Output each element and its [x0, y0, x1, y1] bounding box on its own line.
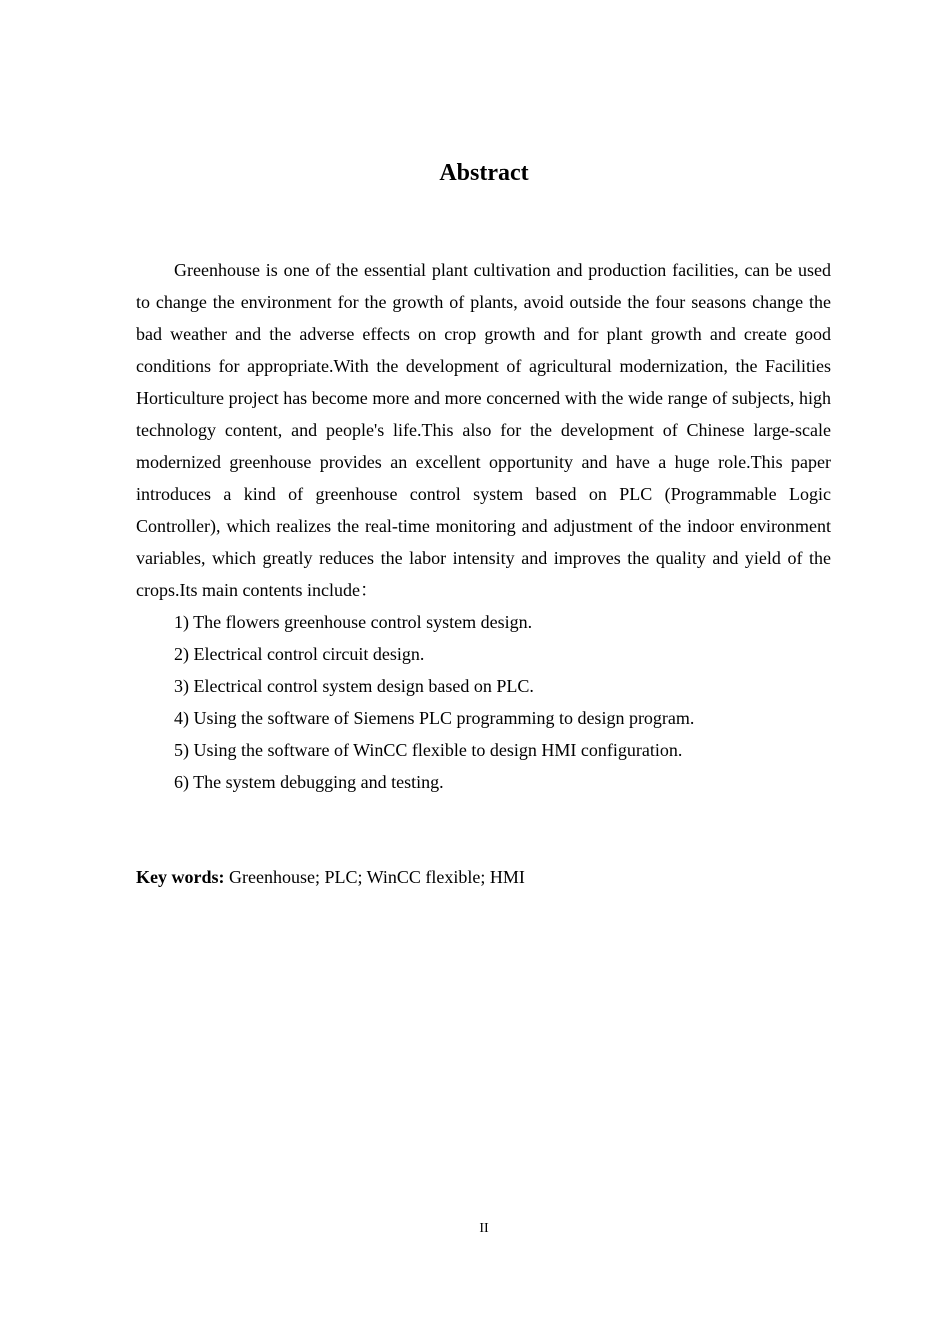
abstract-body	[136, 254, 831, 798]
list-item: 5) Using the software of WinCC flexible to design HMI configuration.	[174, 740, 683, 760]
list-item: 4) Using the software of Siemens PLC programming to design program.	[174, 708, 695, 728]
abstract-paragraph: Greenhouse is one of the essential plant cultivation and production facilities, can be used to change the environment for the growth of plants, avoid outside the four seasons change the bad weather and the adverse effects on crop growth and for plant growth and create good conditions for appropriate.With the development of agricultural modernization, the Facilities Horticulture project has become more and more concerned with the wide range of subjects, high technology content, and people's life.This also for the development of Chinese large-scale modernized greenhouse provides an excellent opportunity and have a huge role.This paper introduces a kind of greenhouse control system based on PLC (Programmable Logic Controller), which realizes the real-time monitoring and adjustment of the indoor environment variables, which greatly reduces the labor intensity and improves the quality and yield of the crops.Its main contents include：	[136, 260, 831, 600]
list-item: 1) The flowers greenhouse control system design.	[174, 612, 533, 632]
keywords-value: Greenhouse; PLC; WinCC flexible; HMI	[229, 867, 525, 887]
list-item: 6) The system debugging and testing.	[174, 772, 444, 792]
page-title: Abstract	[439, 160, 529, 186]
list-item: 3) Electrical control system design based on PLC.	[174, 676, 534, 696]
list-item: 2) Electrical control circuit design.	[174, 644, 425, 664]
page-number: II	[479, 1221, 489, 1236]
keywords-label: Key words:	[136, 867, 225, 887]
keywords-line	[136, 861, 831, 893]
contents-list	[136, 606, 831, 798]
